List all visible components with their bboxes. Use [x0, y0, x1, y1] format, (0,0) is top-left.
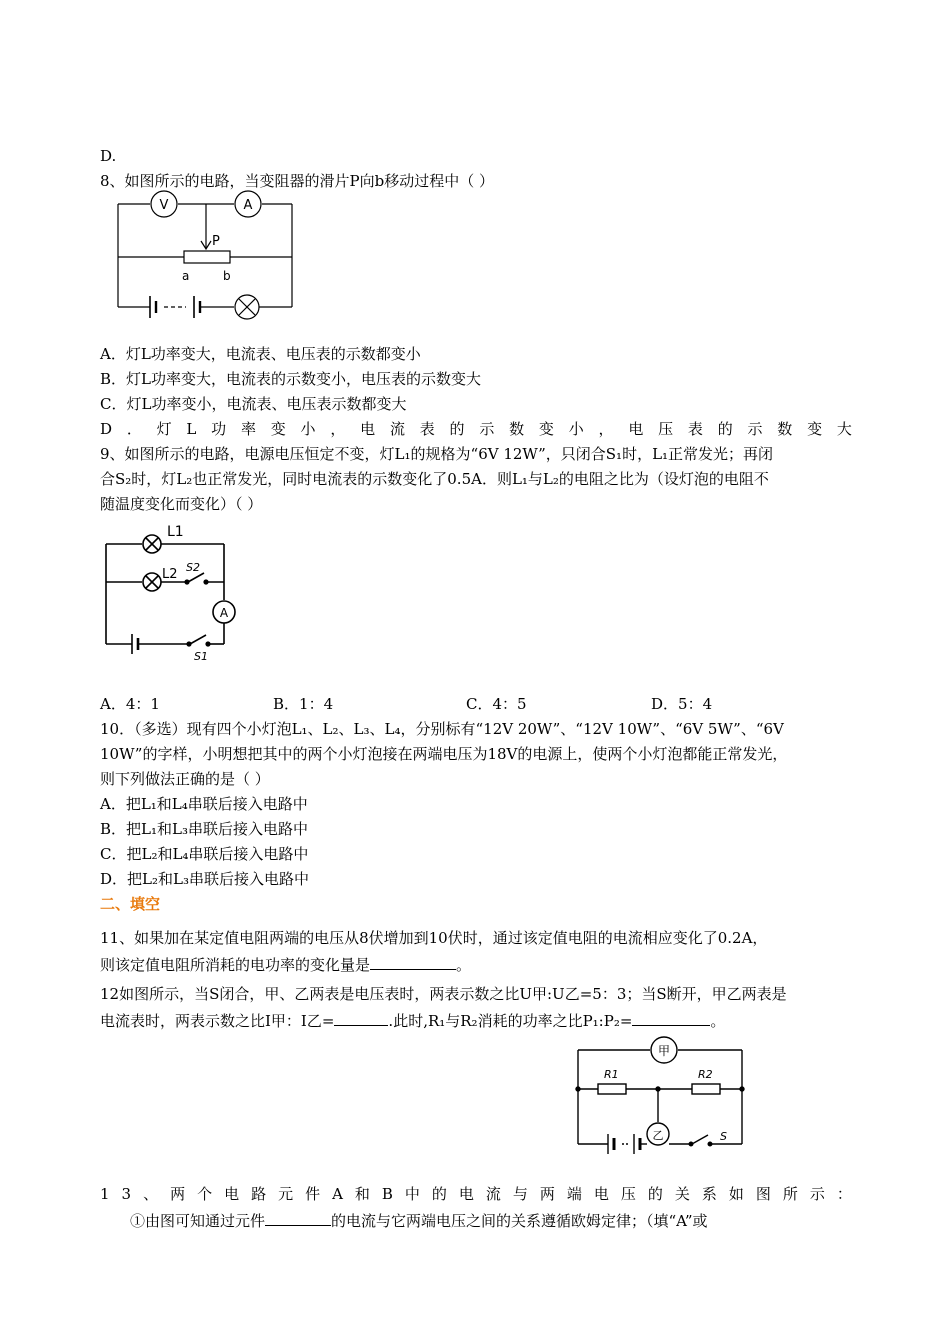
glyph: 示 [809, 1185, 825, 1203]
r1-icon [598, 1084, 626, 1094]
q12-line-2-suffix: 。 [710, 1012, 726, 1030]
rheostat-icon [184, 251, 230, 263]
glyph: 的 [717, 420, 733, 438]
meter-jia-label: 甲 [657, 1044, 671, 1058]
q11-line-2-suffix: 。 [456, 956, 472, 974]
slider-label: P [212, 234, 220, 249]
q9-stem-line-1: 9、如图所示的电路，电源电压恒定不变，灯L₁的规格为“6V 12W”，只闭合S₁时，L₁正常发光；再闭 [100, 445, 774, 463]
glyph: 两 [539, 1185, 555, 1203]
switch1-icon [190, 635, 206, 644]
q12-answer-blank-2[interactable] [632, 1009, 710, 1026]
glyph: 、 [143, 1185, 159, 1203]
glyph: 3 [121, 1185, 132, 1203]
ammeter-label: A [243, 198, 253, 213]
ammeter-label: A [219, 606, 229, 620]
glyph: 变 [807, 420, 823, 438]
glyph: 小 [568, 420, 584, 438]
r2-label: R2 [698, 1068, 713, 1081]
glyph: 变 [538, 420, 554, 438]
glyph: 与 [512, 1185, 528, 1203]
lamp1-label: L1 [167, 524, 184, 540]
section-title: 二、填空 [100, 895, 161, 913]
glyph: ， [330, 420, 346, 438]
q10-option-d: D．把L₂和L₃串联后接入电路中 [100, 870, 309, 888]
glyph: 图 [755, 1185, 771, 1203]
glyph: 中 [404, 1185, 420, 1203]
glyph: 路 [251, 1185, 267, 1203]
glyph: 和 [354, 1185, 370, 1203]
r2-icon [692, 1084, 720, 1094]
glyph: 系 [701, 1185, 717, 1203]
glyph: 大 [836, 420, 852, 438]
voltmeter-label: V [159, 198, 169, 213]
q8-option-b: B．灯L功率变大，电流表的示数变小，电压表的示数变大 [100, 370, 481, 388]
q12-line-2-prefix: 电流表时，两表示数之比I甲：I乙= [100, 1012, 335, 1030]
glyph: 变 [270, 420, 286, 438]
r1-label: R1 [604, 1068, 619, 1081]
glyph: 表 [419, 420, 435, 438]
glyph: 压 [658, 420, 674, 438]
glyph: 电 [224, 1185, 240, 1203]
glyph: 的 [431, 1185, 447, 1203]
glyph: 示 [747, 420, 763, 438]
q13-line-2 [130, 1209, 707, 1231]
q8-option-d [100, 419, 852, 439]
switch2-label: S2 [186, 561, 200, 574]
glyph: 个 [197, 1185, 213, 1203]
q10-option-b: B．把L₁和L₃串联后接入电路中 [100, 820, 308, 838]
q9-stem-line-2: 合S₂时，灯L₂也正常发光，同时电流表的示数变化了0.5A．则L₁与L₂的电阻之比为（设灯泡的电阻不 [100, 470, 769, 488]
end-a-label: a [182, 269, 190, 283]
q8-option-a: A．灯L功率变大，电流表、电压表的示数都变小 [100, 345, 421, 363]
glyph: ， [598, 420, 614, 438]
q12-line-1: 12如图所示，当S闭合，甲、乙两表是电压表时，两表示数之比U甲:U乙=5：3；当S断开，甲乙两表是 [100, 985, 787, 1003]
switch-label: S [720, 1130, 727, 1143]
glyph: 电 [593, 1185, 609, 1203]
q13-line-2-prefix: ①由图可知通过元件 [130, 1212, 266, 1230]
q12-answer-blank-1[interactable] [334, 1009, 388, 1026]
q13-line-1 [100, 1184, 852, 1204]
glyph: 数 [777, 420, 793, 438]
glyph: 电 [628, 420, 644, 438]
end-b-label: b [223, 269, 231, 283]
glyph: 的 [647, 1185, 663, 1203]
glyph: 件 [305, 1185, 321, 1203]
glyph: 功 [211, 420, 227, 438]
glyph: L [186, 420, 197, 438]
glyph: 的 [449, 420, 465, 438]
glyph: B [381, 1185, 393, 1203]
q10-stem-line-3: 则下列做法正确的是（ ） [100, 770, 270, 788]
q7-option-d: D. [100, 147, 117, 165]
glyph: 元 [278, 1185, 294, 1203]
q8-option-c: C．灯L功率变小，电流表、电压表示数都变大 [100, 395, 407, 413]
q9-option-a: A．4：1 [100, 695, 160, 713]
glyph: D [100, 420, 113, 438]
q9-option-d: D．5：4 [651, 695, 713, 713]
switch2-icon [188, 573, 204, 582]
q12-circuit-diagram [572, 1034, 748, 1154]
glyph: 灯 [156, 420, 172, 438]
q13-line-2-suffix: 的电流与它两端电压之间的关系遵循欧姆定律；（填“A”或 [331, 1212, 708, 1230]
glyph: 率 [240, 420, 256, 438]
q13-answer-blank[interactable] [265, 1209, 331, 1226]
q11-line-2-prefix: 则该定值电阻所消耗的电功率的变化量是 [100, 956, 371, 974]
q11-line-2 [100, 953, 471, 975]
q11-answer-blank[interactable] [370, 953, 456, 970]
q9-circuit-diagram [100, 516, 250, 666]
glyph: 电 [458, 1185, 474, 1203]
glyph: 表 [687, 420, 703, 438]
q10-option-c: C．把L₂和L₄串联后接入电路中 [100, 845, 309, 863]
q9-option-b: B．1：4 [273, 695, 334, 713]
glyph: A [332, 1185, 343, 1203]
meter-yi-label: 乙 [652, 1129, 664, 1142]
glyph: 流 [485, 1185, 501, 1203]
glyph: ： [836, 1185, 852, 1203]
glyph: 小 [300, 420, 316, 438]
q10-stem-line-1: 10．（多选）现有四个小灯泡L₁、L₂、L₃、L₄，分别标有“12V 20W”、“12V 10W”、“6V 5W”、“6V [100, 720, 784, 738]
glyph: ． [126, 420, 142, 438]
q12-line-2-mid: .此时,R₁与R₂消耗的功率之比P₁:P₂= [388, 1012, 633, 1030]
glyph: 关 [674, 1185, 690, 1203]
glyph: 1 [100, 1185, 110, 1203]
switch-icon [692, 1135, 708, 1144]
q8-circuit-diagram [112, 190, 298, 330]
q8-stem: 8、如图所示的电路，当变阻器的滑片P向b移动过程中（ ） [100, 172, 495, 190]
glyph: 所 [782, 1185, 798, 1203]
glyph: 两 [170, 1185, 186, 1203]
q12-line-2 [100, 1009, 725, 1031]
glyph: 端 [566, 1185, 582, 1203]
switch1-label: S1 [194, 650, 208, 663]
glyph: 如 [728, 1185, 744, 1203]
q10-stem-line-2: 10W”的字样，小明想把其中的两个小灯泡接在两端电压为18V的电源上，使两个小灯泡都能正常发光， [100, 745, 788, 763]
glyph: 示 [479, 420, 495, 438]
q11-line-1: 11、如果加在某定值电阻两端的电压从8伏增加到10伏时，通过该定值电阻的电流相应变化了0.2A， [100, 929, 768, 947]
glyph: 电 [360, 420, 376, 438]
q9-option-c: C．4：5 [466, 695, 527, 713]
q10-option-a: A．把L₁和L₄串联后接入电路中 [100, 795, 308, 813]
glyph: 数 [509, 420, 525, 438]
glyph: 压 [620, 1185, 636, 1203]
lamp2-label: L2 [162, 567, 178, 582]
glyph: 流 [389, 420, 405, 438]
q9-stem-line-3: 随温度变化而变化）（ ） [100, 495, 263, 513]
